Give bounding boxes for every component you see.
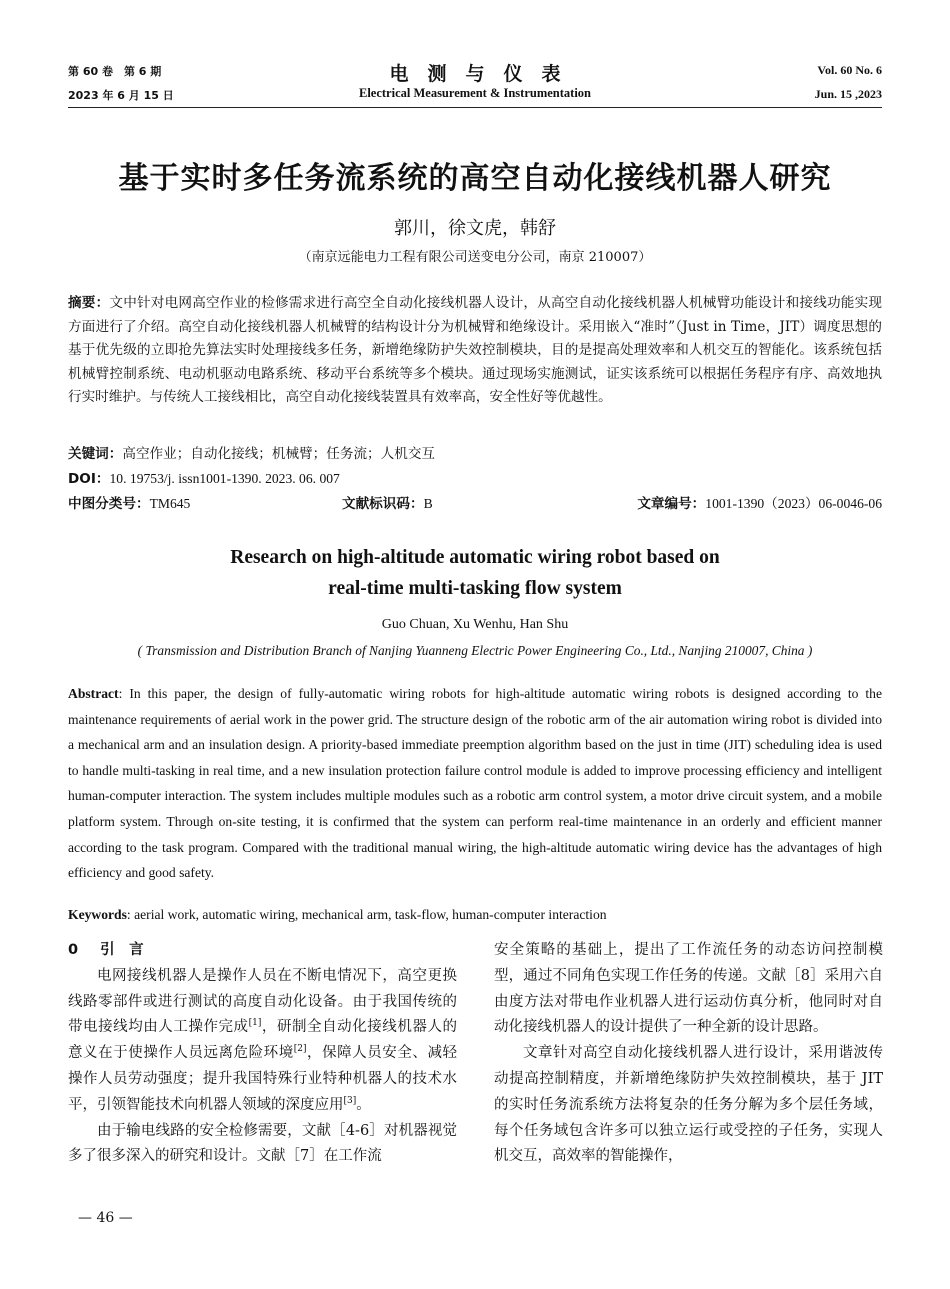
affiliation-cn: （南京远能电力工程有限公司送变电分公司，南京 210007） — [298, 250, 652, 265]
abstract-en-label: Abstract — [68, 686, 119, 701]
abstract-en-colon: : — [118, 686, 130, 701]
document-code — [342, 492, 433, 517]
doc-label: 文献标识码： — [342, 496, 424, 512]
citation-ref-3: [3] — [343, 1095, 357, 1106]
intro-paragraph-2: 由于输电线路的安全检修需要，文献［4-6］对机器视觉多了很多深入的研究和设计。文献［7］在工作流 — [68, 1122, 457, 1165]
clc-code — [68, 492, 190, 517]
body-left-column — [68, 938, 457, 1170]
journal-name-en: Electrical Measurement & Instrumentation — [358, 86, 591, 100]
clc-label: 中图分类号： — [68, 496, 150, 512]
abstract-en — [68, 681, 882, 886]
abstract-cn-text: 文中针对电网高空作业的检修需求进行高空全自动化接线机器人设计，从高空自动化接线机器人机械臂功能设计和接线功能实现方面进行了介绍。高空自动化接线机器人机械臂的结构设计分为机械臂和绝缘设计。采用嵌入“准时”（Just in Time，JIT）调度思想的基于优先级的立即抢先算法实时处理接线多任务，新增绝缘防护失效控制模块，目的是提高处理效率和人机交互的智能化。该系统包括机械臂控制系统、电动机驱动电路系统、移动平台系统等多个模块。通过现场实施测试，证实该系统可以根据任务程序有序、高效地执行实时维护。与传统人工接线相比，高空自动化接线装置具有效率高，安全性好等优越性。 — [68, 295, 883, 405]
abstract-cn-label: 摘要： — [68, 295, 110, 311]
right-paragraph-2: 文章针对高空自动化接线机器人进行设计，采用谐波传动提高控制精度，并新增绝缘防护失效控制模块，基于 JIT 的实时任务流系统方法将复杂的任务分解为多个层任务域，每个任务域包含许多可以独立运行或受控的子任务，实现人机交互，高效率的智能操作， — [494, 1045, 883, 1165]
citation-ref-2: [2] — [293, 1044, 307, 1055]
header-volume-issue: 第 60 卷 第 6 期 — [68, 65, 162, 78]
clc-value: TM645 — [149, 496, 191, 511]
paper-title-cn: 基于实时多任务流系统的高空自动化接线机器人研究 — [118, 161, 832, 196]
section-number: 0 — [68, 942, 79, 958]
intro-p1-text-a: 电网接线机器人是操作人员在不断电情况下，高空更换线路零部件或进行测试的高度自动化设备。由于我国传统的带电接线均由人工操作完成 — [68, 967, 457, 1036]
body-right-column — [494, 938, 883, 1170]
header-volume-en: Vol. 60 No. 6 — [817, 63, 882, 77]
paper-title-en — [0, 542, 950, 604]
keywords-cn-label: 关键词： — [68, 446, 123, 462]
keywords-en — [68, 907, 882, 923]
abstract-en-text: In this paper, the design of fully-automatic wiring robots for high-altitude automatic wiring robots is designed according to the maintenance requirements of aerial work in the power grid. The structure design of the robotic arm of the air automation wiring robot is divided into a mechanical arm and an insulation design. A priority-based immediate preemption algorithm based on the just in time (JIT) scheduling idea is used to handle multi-tasking in real time, and a new insulation protection failure control module is added to improve processing efficiency and intelligent human-computer interaction. The system includes multiple modules such as a robotic arm control system, a motor drive circuit system, and a mobile platform system. Through on-site testing, it is confirmed that the system can perform real-time maintenance in an orderly and efficient manner according to the task program. Compared with the traditional manual wiring, the high-altitude automatic wiring device has the advantages of high efficiency and good safety. — [68, 686, 882, 881]
authors-en: Guo Chuan, Xu Wenhu, Han Shu — [381, 617, 569, 632]
header-rule — [68, 107, 882, 108]
section-heading — [68, 938, 457, 964]
header-date: 2023 年 6 月 15 日 — [68, 89, 174, 102]
article-number — [637, 492, 882, 517]
keywords-en-label: Keywords — [68, 907, 127, 922]
keywords-cn — [68, 443, 882, 467]
keywords-en-text: aerial work, automatic wiring, mechanical arm, task-flow, human-computer interaction — [134, 907, 607, 922]
right-paragraph-1: 安全策略的基础上，提出了工作流任务的动态访问控制模型，通过不同角色实现工作任务的传递。文献［8］采用六自由度方法对带电作业机器人进行运动仿真分析，他同时对自动化接线机器人的设计提供了一种全新的设计思路。 — [494, 942, 883, 1036]
keywords-cn-text: 高空作业；自动化接线；机械臂；任务流；人机交互 — [122, 446, 436, 462]
intro-paragraph-1 — [68, 964, 457, 1119]
section-title: 引 言 — [100, 942, 144, 958]
authors-cn: 郭川，徐文虎，韩舒 — [394, 218, 556, 239]
intro-p1-text-c: ，保障人员安全、减轻操作人员劳动强度；提升我国特殊行业特种机器人的技术水平，引领智能技术向机器人领域的深度应用 — [68, 1045, 457, 1113]
doc-value: B — [423, 496, 433, 511]
article-value: 1001-1390（2023）06-0046-06 — [705, 496, 882, 511]
doi-label: DOI： — [68, 471, 110, 487]
paper-title-en-line2: real-time multi-tasking flow system — [328, 578, 622, 599]
doi-value: 10. 19753/j. issn1001-1390. 2023. 06. 007 — [109, 471, 340, 486]
page-number: — 46 — — [78, 1210, 133, 1226]
affiliation-en: ( Transmission and Distribution Branch of Nanjing Yuanneng Electric Power Engineering Co., Ltd., Nanjing 210007, China ) — [137, 643, 813, 658]
keywords-en-colon: : — [126, 907, 135, 922]
intro-p1-text-b: ，研制全自动化接线机器人的意义在于使操作人员远离危险环境 — [68, 1019, 458, 1062]
article-label: 文章编号： — [637, 496, 706, 512]
abstract-cn — [68, 292, 882, 410]
header-date-en: Jun. 15 ,2023 — [814, 87, 882, 101]
paper-title-en-line1: Research on high-altitude automatic wiring robot based on — [230, 547, 720, 568]
intro-p1-text-d: 。 — [356, 1096, 371, 1113]
citation-ref-1: [1] — [248, 1018, 262, 1029]
journal-name-cn: 电 测 与 仪 表 — [389, 63, 561, 85]
doi — [68, 467, 882, 492]
